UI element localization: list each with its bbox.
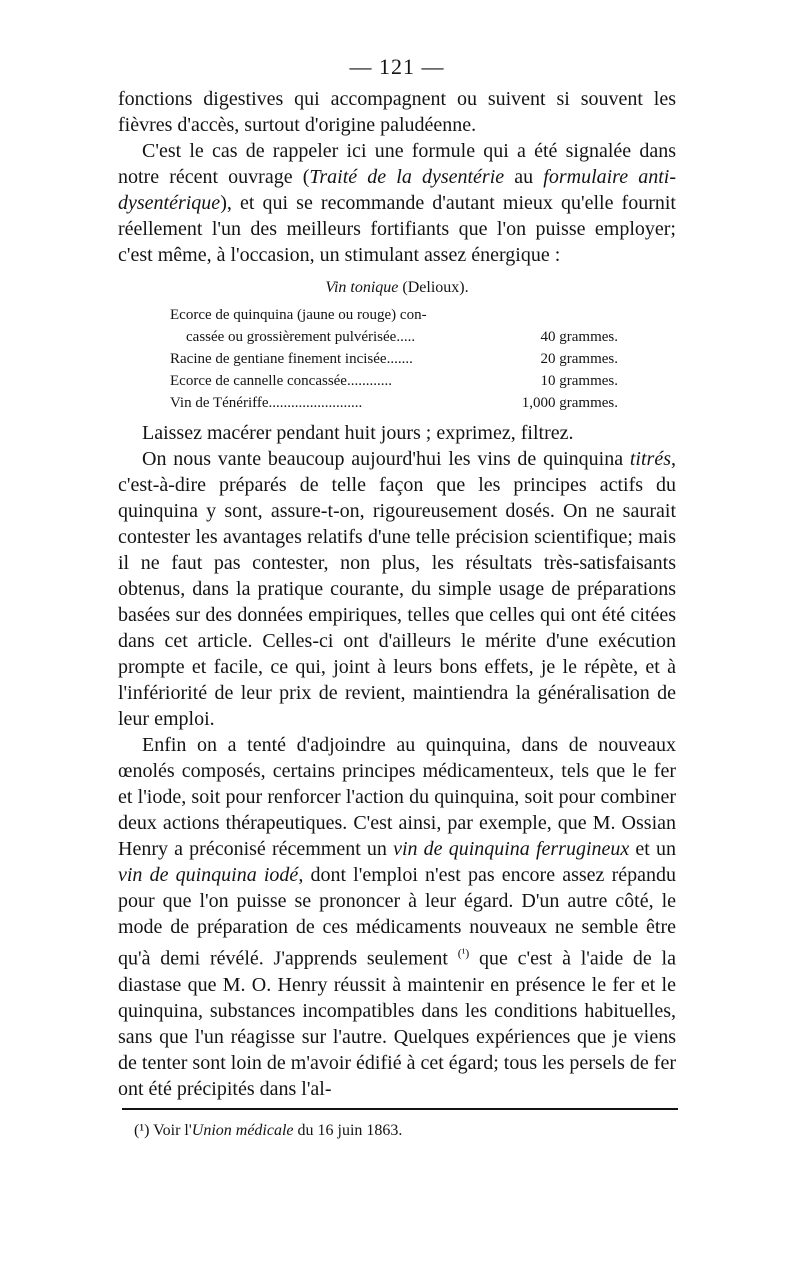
recipe-name: Vin tonique <box>325 279 399 296</box>
recipe-row <box>170 370 618 392</box>
emphasis: vin de quinquina ferrugineux <box>393 838 630 860</box>
footnote-divider <box>122 1108 678 1110</box>
text-run: que c'est à l'aide de la diastase que M. O. Henry réussit à maintenir en présence le fer et le quinquina, substances incompatibles dans les conditions habituelles, sans que l'un réagisse sur l'autre. Quelques expériences que je viens de tenter sont loin de m'avoir édifié à cet égard; tous les persels de fer ont été précipités dans l'al- <box>118 947 676 1100</box>
text-run: , c'est-à-dire préparés de telle façon que les principes actifs du quinquina y sont, assure-t-on, rigoureusement dosés. On ne saurait contester les avantages relatifs d'une telle précision scientifique; mais il ne faut pas contester, non plus, les résultats très-satisfaisants obtenus, dans la pratique courante, du simple usage de préparations basées sur des données empiriques, telles que celles qui ont été citées dans cet article. Celles-ci ont d'ailleurs le mérite d'une exécution prompte et facile, ce qui, joint à leurs bons effets, je le répète, et à l'infériorité de leur prix de revient, maintiendra la généralisation de leur emploi. <box>118 448 676 730</box>
emphasis: titrés <box>629 448 671 470</box>
recipe-row <box>170 348 618 370</box>
text-run: , dont l'emploi n'est pas encore assez répandu pour que l'on puisse se prononcer à leur égard. D'un autre côté, le mode de préparation de ces médicaments nouveaux ne semble être qu'à demi révélé. J'apprends seulement <box>118 864 676 970</box>
ingredient: Vin de Ténériffe......................... <box>170 395 363 411</box>
footnote-mark: (¹) <box>134 1122 150 1139</box>
text-run: Voir l' <box>149 1122 192 1139</box>
quantity <box>610 304 618 326</box>
text-run: ), et qui se recommande d'autant mieux qu'elle fournit réellement l'un des meilleurs fortifiants que l'on puisse employer; c'est même, à l'occasion, un stimulant assez énergique : <box>118 192 676 266</box>
paragraph-formula-intro <box>118 138 676 268</box>
paragraph-continuation: fonctions digestives qui accompagnent ou suivent si souvent les fièvres d'accès, surtout d'origine paludéenne. <box>118 88 676 136</box>
text-run: du 16 juin 1863. <box>293 1122 403 1139</box>
formulary-title: formulaire anti-dysentérique <box>118 166 676 214</box>
recipe-title <box>118 276 676 300</box>
ingredient: cassée ou grossièrement pulvérisée..... <box>186 329 416 345</box>
ingredient: Racine de gentiane finement incisée....... <box>170 351 413 367</box>
text-run: On nous vante beaucoup aujourd'hui les vins de quinquina <box>142 448 630 470</box>
paragraph-instructions: Laissez macérer pendant huit jours ; exprimez, filtrez. <box>142 422 574 444</box>
quantity: 10 grammes. <box>540 373 618 389</box>
journal-title: Union médicale <box>191 1122 294 1139</box>
recipe-row <box>170 304 618 326</box>
recipe-author: (Delioux). <box>398 279 469 296</box>
text-run: et un <box>629 838 676 860</box>
ingredient: Ecorce de quinquina (jaune ou rouge) con- <box>170 307 427 323</box>
text-run: C'est le cas de rappeler ici une formule qui a été signalée dans notre récent ouvrage ( <box>118 140 676 188</box>
text-run: Enfin on a tenté d'adjoindre au quinquina, dans de nouveaux œnolés composés, certains principes médicamenteux, tels que le fer et l'iode, soit pour renforcer l'action du quinquina, soit pour combiner deux actions thérapeutiques. C'est ainsi, par exemple, que M. Ossian Henry a préconisé récemment un <box>118 734 676 860</box>
page-number: — 121 — <box>349 54 445 79</box>
recipe-table <box>170 304 618 414</box>
recipe-row <box>170 392 618 414</box>
book-title: Traité de la dysentérie <box>309 166 505 188</box>
quantity: 20 grammes. <box>540 351 618 367</box>
paragraph-titrated-wines <box>118 446 676 732</box>
text-run: au <box>504 166 544 188</box>
paragraph-composite-wines <box>118 732 676 1102</box>
page-body <box>118 52 676 1102</box>
recipe-row <box>170 326 618 348</box>
footnote-reference[interactable]: (¹) <box>457 946 470 960</box>
footnote <box>134 1120 402 1142</box>
quantity: 1,000 grammes. <box>521 395 618 411</box>
ingredient: Ecorce de cannelle concassée............ <box>170 373 392 389</box>
quantity: 40 grammes. <box>540 329 618 345</box>
emphasis: vin de quinquina iodé <box>118 864 299 886</box>
